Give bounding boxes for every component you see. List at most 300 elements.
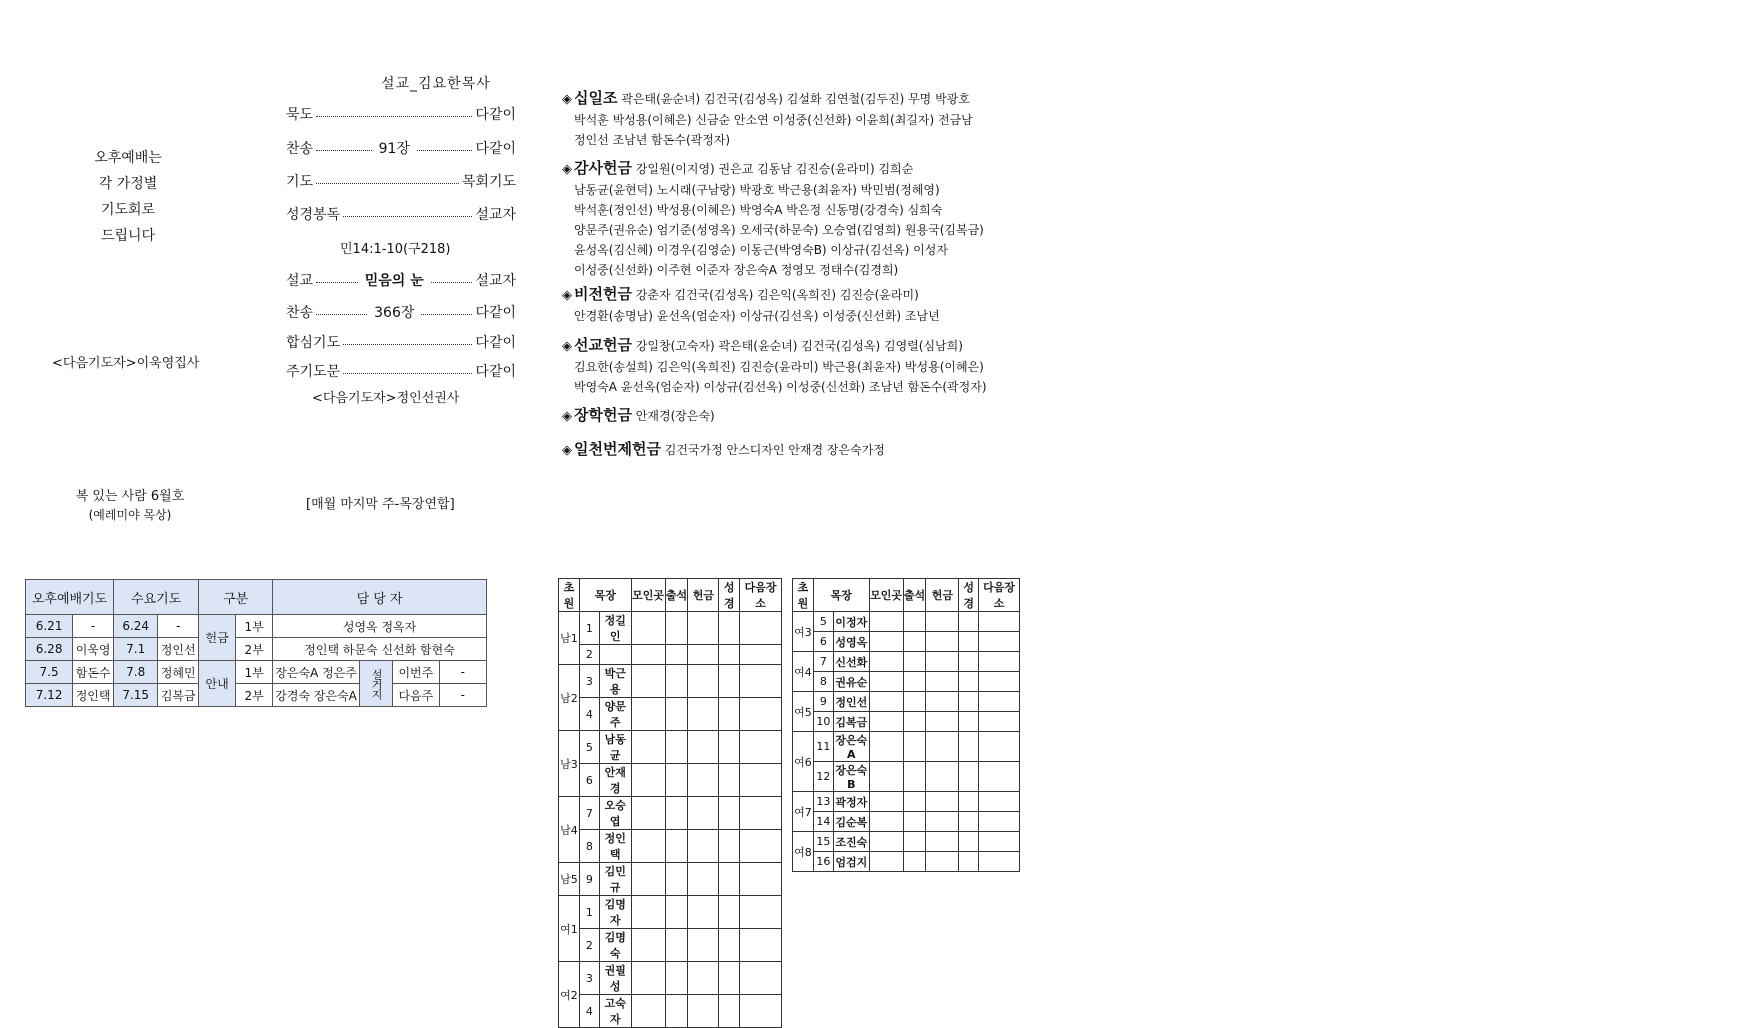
prairie-cell: 남4 [559, 797, 580, 863]
blank-entry-cell[interactable] [959, 832, 979, 852]
name-cell: 이욱영 [73, 638, 114, 661]
header-wednesday-prayer: 수요기도 [114, 580, 199, 615]
blank-entry-cell[interactable] [903, 632, 926, 652]
blank-entry-cell[interactable] [688, 830, 719, 863]
blank-entry-cell[interactable] [979, 852, 1020, 872]
blank-entry-cell[interactable] [719, 698, 740, 731]
date-cell: 6.21 [26, 615, 73, 638]
group-number: 7 [813, 652, 833, 672]
blank-entry-cell[interactable] [688, 962, 719, 995]
group-number: 4 [579, 995, 599, 1028]
group-number: 2 [579, 929, 599, 962]
blank-entry-cell[interactable] [959, 652, 979, 672]
group-leader: 정길인 [599, 612, 631, 645]
blank-entry-cell[interactable] [665, 764, 688, 797]
date-cell: 6.28 [26, 638, 73, 661]
blank-entry-cell[interactable] [869, 712, 903, 732]
offering-names: 박석훈 박성용(이혜은) 신금순 안소연 이성중(신선화) 이윤희(최길자) 전금남 [574, 113, 973, 127]
group-row [793, 762, 1020, 792]
blank-entry-cell[interactable] [719, 863, 740, 896]
blank-entry-cell[interactable] [665, 698, 688, 731]
blank-entry-cell[interactable] [979, 672, 1020, 692]
group-row [793, 692, 1020, 712]
group-number: 1 [579, 612, 599, 645]
group-row [559, 830, 782, 863]
blank-entry-cell[interactable] [903, 692, 926, 712]
order-label: 묵도 [286, 107, 314, 123]
blank-entry-cell[interactable] [959, 812, 979, 832]
duty-row [26, 638, 487, 661]
group-row [793, 712, 1020, 732]
blank-entry-cell[interactable] [903, 712, 926, 732]
blank-entry-cell[interactable] [979, 632, 1020, 652]
group-row [793, 812, 1020, 832]
blank-entry-cell[interactable] [869, 792, 903, 812]
blank-entry-cell[interactable] [665, 797, 688, 830]
order-row-scripture-reading [286, 204, 516, 224]
blank-entry-cell[interactable] [903, 762, 926, 792]
group-leader: 김복금 [833, 712, 869, 732]
blank-entry-cell[interactable] [719, 896, 740, 929]
blank-entry-cell[interactable] [665, 896, 688, 929]
blank-entry-cell[interactable] [631, 995, 665, 1028]
group-number: 7 [579, 797, 599, 830]
group-leader: 엄검지 [833, 852, 869, 872]
group-header-cell: 다음장소 [740, 579, 782, 612]
offering-label: 헌금 [199, 615, 236, 661]
order-label: 성경봉독 [286, 207, 341, 223]
group-row [793, 792, 1020, 812]
blank-entry-cell[interactable] [926, 652, 959, 672]
blank-entry-cell[interactable] [719, 665, 740, 698]
blank-entry-cell[interactable] [719, 612, 740, 645]
offering-title: 감사헌금 [574, 159, 632, 177]
blank-entry-cell[interactable] [903, 732, 926, 762]
blank-entry-cell[interactable] [869, 832, 903, 852]
order-label: 찬송 [286, 305, 314, 321]
monthly-notice: [매월 마지막 주-목장연합] [306, 497, 455, 512]
blank-entry-cell[interactable] [740, 995, 782, 1028]
blank-entry-cell[interactable] [665, 665, 688, 698]
blank-entry-cell[interactable] [903, 652, 926, 672]
blank-entry-cell[interactable] [959, 672, 979, 692]
group-row [559, 731, 782, 764]
blank-entry-cell[interactable] [903, 812, 926, 832]
name-cell: - [158, 615, 199, 638]
group-number: 4 [579, 698, 599, 731]
order-label: 합심기도 [286, 335, 341, 351]
group-leader: 박근용 [599, 665, 631, 698]
group-leader: 신선화 [833, 652, 869, 672]
hymn-number: 91장 [375, 138, 414, 158]
group-header-cell: 모인곳 [869, 579, 903, 612]
group-row [559, 797, 782, 830]
name-cell: 김복금 [158, 684, 199, 707]
duty-table [25, 579, 487, 707]
offering-names: 곽은태(윤순녀) 김건국(김성옥) 김설화 김연철(김두진) 무명 박광호 [621, 92, 970, 106]
offering-thanksgiving [562, 158, 1082, 280]
blank-entry-cell[interactable] [979, 812, 1020, 832]
blank-entry-cell[interactable] [688, 764, 719, 797]
blank-entry-cell[interactable] [869, 632, 903, 652]
blank-entry-cell[interactable] [740, 962, 782, 995]
order-value: 다같이 [475, 305, 517, 321]
newsletter-subtitle: (예레미야 목상) [88, 508, 172, 522]
newsletter-block [55, 485, 205, 523]
offering-names: 박영숙A 윤선옥(엄순자) 이상규(김선옥) 이성중(신선화) 조남년 함돈수(곽정자) [574, 380, 987, 394]
offering-names: 김요한(송설희) 김은익(옥희진) 김진승(윤라미) 박근용(최윤자) 박성용(이혜은) [574, 360, 984, 374]
prairie-cell: 여3 [793, 612, 814, 652]
group-header-row [559, 579, 782, 612]
blank-entry-cell[interactable] [688, 929, 719, 962]
blank-entry-cell[interactable] [688, 896, 719, 929]
duty-row [26, 615, 487, 638]
blank-entry-cell[interactable] [740, 830, 782, 863]
blank-entry-cell[interactable] [740, 797, 782, 830]
offering-names: 강일창(고숙자) 곽은태(윤순녀) 김건국(김성옥) 김영렬(심남희) [635, 339, 963, 353]
diamond-icon: ◈ [562, 92, 572, 107]
offering-names: 안재경(장은숙) [635, 409, 715, 423]
offering-title: 장학헌금 [574, 406, 632, 424]
order-value: 다같이 [475, 107, 516, 123]
blank-entry-cell[interactable] [740, 698, 782, 731]
group-leader: 남동균 [599, 731, 631, 764]
offering-names: 강춘자 김건국(김성옥) 김은익(옥희진) 김진승(윤라미) [635, 288, 919, 302]
group-number: 14 [813, 812, 833, 832]
blank-entry-cell[interactable] [719, 645, 740, 665]
blank-entry-cell[interactable] [869, 812, 903, 832]
order-value: 다같이 [475, 141, 517, 157]
blank-entry-cell[interactable] [959, 852, 979, 872]
order-value: 설교자 [475, 273, 516, 289]
blank-entry-cell[interactable] [665, 731, 688, 764]
blank-entry-cell[interactable] [719, 962, 740, 995]
prairie-cell: 여8 [793, 832, 814, 872]
offering-names: 윤성옥(김신혜) 이경우(김영순) 이동근(박영숙B) 이상규(김선옥) 이성자 [574, 243, 948, 257]
blank-entry-cell[interactable] [688, 665, 719, 698]
prairie-cell: 남5 [559, 863, 580, 896]
group-header-cell: 목장 [579, 579, 631, 612]
order-of-service [286, 0, 516, 520]
duty-row [26, 684, 487, 707]
order-label: 주기도문 [286, 364, 341, 380]
blank-entry-cell[interactable] [631, 896, 665, 929]
blank-entry-cell[interactable] [631, 731, 665, 764]
notice-line: 각 가정별 [98, 176, 158, 192]
blank-entry-cell[interactable] [631, 962, 665, 995]
blank-entry-cell[interactable] [979, 612, 1020, 632]
group-header-cell: 성경 [719, 579, 740, 612]
blank-entry-cell[interactable] [979, 792, 1020, 812]
diamond-icon: ◈ [562, 409, 572, 424]
offering-names: 김건국가정 안스디자인 안재경 장은숙가정 [664, 443, 885, 457]
blank-entry-cell[interactable] [665, 962, 688, 995]
group-number: 15 [813, 832, 833, 852]
group-leader: 장은숙B [833, 762, 869, 792]
duty-row [26, 661, 487, 684]
group-row [559, 896, 782, 929]
blank-entry-cell[interactable] [926, 792, 959, 812]
blank-entry-cell[interactable] [926, 732, 959, 762]
part-cell: 2부 [236, 638, 273, 661]
group-header-cell: 초원 [559, 579, 580, 612]
group-row [559, 995, 782, 1028]
setup-label: 설거지 [360, 661, 393, 707]
group-header-cell: 헌금 [688, 579, 719, 612]
part-cell: 1부 [236, 615, 273, 638]
notice-line: 기도회로 [100, 202, 156, 218]
blank-entry-cell[interactable] [959, 732, 979, 762]
diamond-icon: ◈ [562, 339, 572, 354]
blank-entry-cell[interactable] [688, 797, 719, 830]
group-leader: 권필성 [599, 962, 631, 995]
offering-title: 일천번제헌금 [574, 440, 661, 458]
group-leader: 안재경 [599, 764, 631, 797]
order-label: 기도 [286, 174, 314, 190]
group-row [559, 612, 782, 645]
group-leader: 김순복 [833, 812, 869, 832]
blank-entry-cell[interactable] [979, 652, 1020, 672]
blank-entry-cell[interactable] [740, 896, 782, 929]
blank-entry-cell[interactable] [979, 832, 1020, 852]
group-header-cell: 모인곳 [631, 579, 665, 612]
blank-entry-cell[interactable] [926, 832, 959, 852]
group-number: 6 [813, 632, 833, 652]
order-row-hymn-1 [286, 138, 516, 158]
prairie-cell: 여1 [559, 896, 580, 962]
date-cell: 7.5 [26, 661, 73, 684]
offering-tithe [562, 88, 1082, 150]
blank-entry-cell[interactable] [926, 612, 959, 632]
blank-entry-cell[interactable] [688, 995, 719, 1028]
group-row [793, 632, 1020, 652]
date-cell: 7.15 [114, 684, 158, 707]
offering-names: 강일원(이지영) 권은교 김동남 김진승(윤라미) 김희순 [635, 162, 914, 176]
blank-entry-cell[interactable] [959, 762, 979, 792]
small-group-table-men [558, 578, 782, 1028]
blank-entry-cell[interactable] [688, 863, 719, 896]
order-row-hymn-2 [286, 302, 516, 322]
group-row [559, 863, 782, 896]
blank-entry-cell[interactable] [926, 762, 959, 792]
offering-title: 십일조 [574, 89, 618, 107]
blank-entry-cell[interactable] [740, 665, 782, 698]
blank-entry-cell[interactable] [979, 762, 1020, 792]
notice-line: 오후예배는 [94, 150, 162, 166]
header-afternoon-prayer: 오후예배기도 [26, 580, 114, 615]
header-category: 구분 [199, 580, 273, 615]
diamond-icon: ◈ [562, 443, 572, 458]
group-number: 3 [579, 962, 599, 995]
offering-title: 비전헌금 [574, 285, 632, 303]
order-label: 찬송 [286, 141, 314, 157]
blank-entry-cell[interactable] [631, 645, 665, 665]
group-leader: 곽정자 [833, 792, 869, 812]
group-row [559, 764, 782, 797]
blank-entry-cell[interactable] [959, 712, 979, 732]
blank-entry-cell[interactable] [688, 731, 719, 764]
setup-next-value: - [439, 684, 486, 707]
offering-part2-names: 정인택 하문숙 신선화 함현숙 [273, 638, 487, 661]
group-leader: 김명자 [599, 896, 631, 929]
blank-entry-cell[interactable] [926, 632, 959, 652]
offering-mission [562, 335, 1082, 397]
name-cell: 정인선 [158, 638, 199, 661]
blank-entry-cell[interactable] [688, 612, 719, 645]
blank-entry-cell[interactable] [959, 612, 979, 632]
group-row [559, 929, 782, 962]
blank-entry-cell[interactable] [631, 698, 665, 731]
blank-entry-cell[interactable] [959, 632, 979, 652]
group-leader: 고숙자 [599, 995, 631, 1028]
sermon-by: 설교_김요한목사 [381, 76, 491, 92]
blank-entry-cell[interactable] [740, 612, 782, 645]
blank-entry-cell[interactable] [688, 645, 719, 665]
blank-entry-cell[interactable] [740, 863, 782, 896]
blank-entry-cell[interactable] [926, 852, 959, 872]
newsletter-title: 복 있는 사람 6월호 [75, 489, 185, 504]
group-row [793, 732, 1020, 762]
blank-entry-cell[interactable] [665, 612, 688, 645]
group-header-cell: 초원 [793, 579, 814, 612]
blank-entry-cell[interactable] [719, 995, 740, 1028]
evening-service-notice [68, 145, 188, 249]
blank-entry-cell[interactable] [926, 672, 959, 692]
blank-entry-cell[interactable] [631, 665, 665, 698]
offering-names: 남동균(윤현덕) 노시래(구남랑) 박광호 박근용(최윤자) 박민범(정혜영) [574, 183, 940, 197]
offering-thousand-burnt [562, 439, 1082, 461]
small-group-table-women [792, 578, 1020, 872]
blank-entry-cell[interactable] [903, 832, 926, 852]
blank-entry-cell[interactable] [740, 929, 782, 962]
blank-entry-cell[interactable] [869, 732, 903, 762]
blank-entry-cell[interactable] [740, 764, 782, 797]
group-leader: 이정자 [833, 612, 869, 632]
date-cell: 7.1 [114, 638, 158, 661]
blank-entry-cell[interactable] [719, 731, 740, 764]
blank-entry-cell[interactable] [665, 929, 688, 962]
blank-entry-cell[interactable] [719, 929, 740, 962]
order-row-sermon [286, 270, 516, 290]
offering-names: 박석훈(정인선) 박성용(이혜은) 박영숙A 박은정 신동명(강경숙) 심희숙 [574, 203, 943, 217]
blank-entry-cell[interactable] [665, 995, 688, 1028]
group-leader: 조진숙 [833, 832, 869, 852]
setup-next-week: 다음주 [393, 684, 440, 707]
group-number: 16 [813, 852, 833, 872]
group-header-cell: 목장 [813, 579, 869, 612]
blank-entry-cell[interactable] [719, 797, 740, 830]
order-next-prayer: <다음기도자>정인선권사 [312, 391, 460, 406]
blank-entry-cell[interactable] [631, 612, 665, 645]
blank-entry-cell[interactable] [903, 672, 926, 692]
group-leader [599, 645, 631, 665]
sermon-title: 믿음의 눈 [361, 270, 428, 290]
blank-entry-cell[interactable] [665, 645, 688, 665]
group-leader: 성영옥 [833, 632, 869, 652]
group-row [559, 698, 782, 731]
group-number: 11 [813, 732, 833, 762]
blank-entry-cell[interactable] [631, 929, 665, 962]
blank-entry-cell[interactable] [903, 792, 926, 812]
blank-entry-cell[interactable] [631, 797, 665, 830]
order-row-unison-prayer [286, 332, 516, 352]
order-label: 설교 [286, 273, 314, 289]
blank-entry-cell[interactable] [979, 692, 1020, 712]
blank-entry-cell[interactable] [926, 812, 959, 832]
blank-entry-cell[interactable] [631, 764, 665, 797]
prairie-cell: 여4 [793, 652, 814, 692]
blank-entry-cell[interactable] [665, 830, 688, 863]
blank-entry-cell[interactable] [926, 712, 959, 732]
group-leader: 김명숙 [599, 929, 631, 962]
order-value: 목회기도 [461, 174, 516, 190]
blank-entry-cell[interactable] [869, 852, 903, 872]
blank-entry-cell[interactable] [869, 612, 903, 632]
group-leader: 오승엽 [599, 797, 631, 830]
blank-entry-cell[interactable] [869, 672, 903, 692]
group-row [559, 962, 782, 995]
prairie-cell: 남1 [559, 612, 580, 665]
blank-entry-cell[interactable] [740, 645, 782, 665]
order-row-prayer [286, 171, 516, 191]
blank-entry-cell[interactable] [869, 652, 903, 672]
group-number: 13 [813, 792, 833, 812]
group-header-cell: 출석 [665, 579, 688, 612]
blank-entry-cell[interactable] [979, 732, 1020, 762]
group-header-cell: 헌금 [926, 579, 959, 612]
group-leader: 양문주 [599, 698, 631, 731]
blank-entry-cell[interactable] [959, 692, 979, 712]
blank-entry-cell[interactable] [719, 764, 740, 797]
offering-scholarship [562, 405, 1082, 427]
group-leader: 정인선 [833, 692, 869, 712]
diamond-icon: ◈ [562, 162, 572, 177]
group-row [793, 832, 1020, 852]
offering-title: 선교헌금 [574, 336, 632, 354]
group-number: 5 [579, 731, 599, 764]
order-value: 다같이 [475, 335, 516, 351]
scripture-reference: 민14:1-10(구218) [340, 242, 451, 257]
name-cell: 함돈수 [73, 661, 114, 684]
blank-entry-cell[interactable] [903, 852, 926, 872]
hymn-number: 366장 [370, 302, 418, 322]
group-row [793, 652, 1020, 672]
blank-entry-cell[interactable] [631, 863, 665, 896]
offerings-list [562, 0, 1122, 470]
prairie-cell: 여6 [793, 732, 814, 792]
blank-entry-cell[interactable] [979, 712, 1020, 732]
blank-entry-cell[interactable] [903, 612, 926, 632]
prairie-cell: 여7 [793, 792, 814, 832]
date-cell: 6.24 [114, 615, 158, 638]
blank-entry-cell[interactable] [719, 830, 740, 863]
name-cell: 정혜민 [158, 661, 199, 684]
blank-entry-cell[interactable] [869, 762, 903, 792]
group-row [793, 852, 1020, 872]
blank-entry-cell[interactable] [926, 692, 959, 712]
offering-names: 정인선 조남년 함돈수(곽정자) [574, 133, 731, 147]
guide-part1-names: 장은숙A 정은주 [273, 661, 360, 684]
blank-entry-cell[interactable] [959, 792, 979, 812]
offering-names: 안경환(송명남) 윤선옥(엄순자) 이상규(김선옥) 이성중(신선화) 조남년 [574, 309, 940, 323]
blank-entry-cell[interactable] [665, 863, 688, 896]
blank-entry-cell[interactable] [869, 692, 903, 712]
blank-entry-cell[interactable] [740, 731, 782, 764]
blank-entry-cell[interactable] [631, 830, 665, 863]
order-row-lords-prayer [286, 361, 516, 381]
blank-entry-cell[interactable] [688, 698, 719, 731]
offering-part1-names: 성영옥 정옥자 [273, 615, 487, 638]
